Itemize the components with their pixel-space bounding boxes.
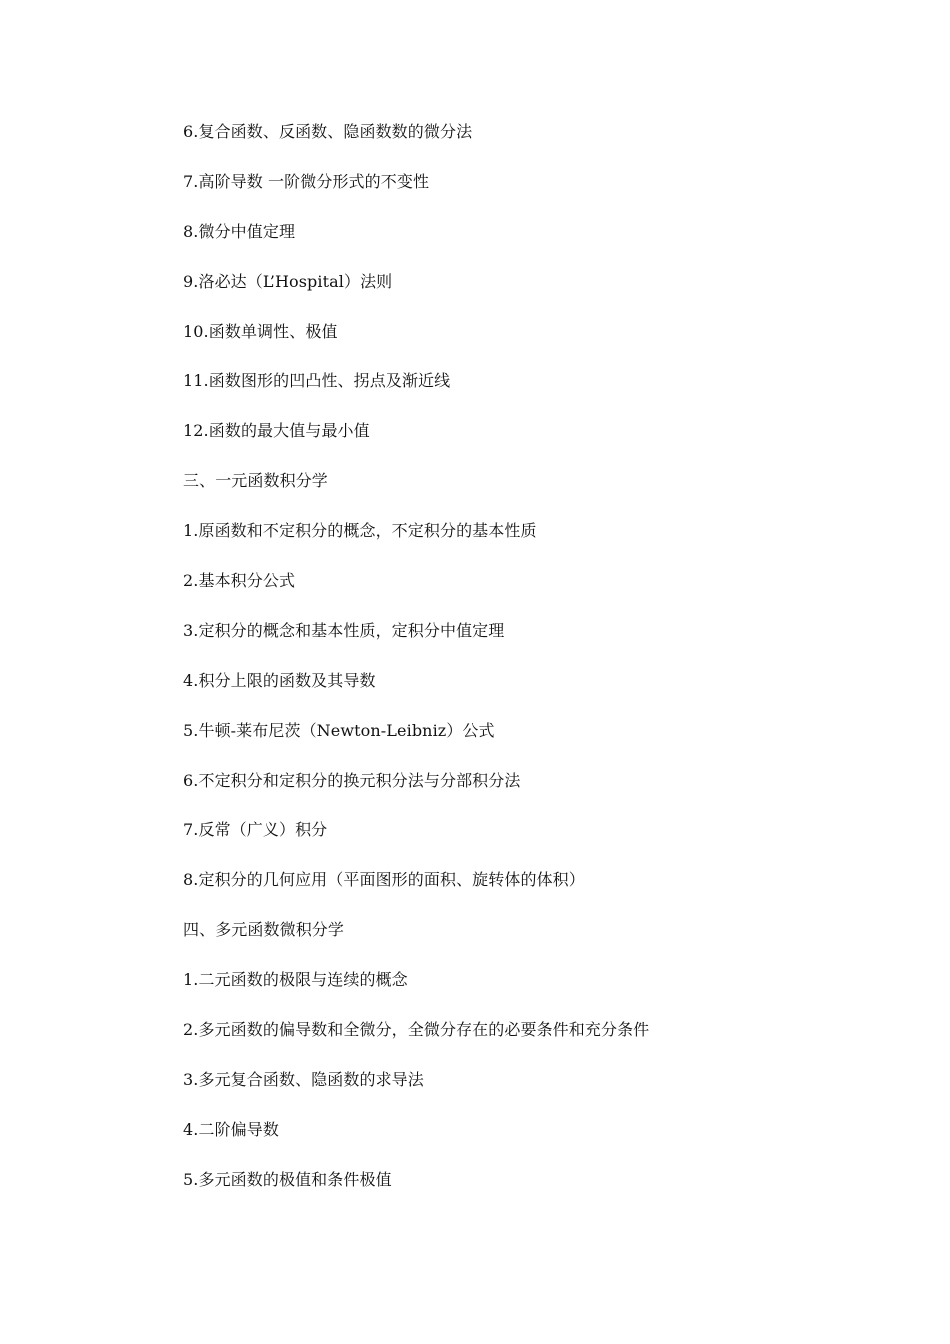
list-item: 1.二元函数的极限与连续的概念 xyxy=(183,970,408,990)
list-item: 6.复合函数、反函数、隐函数数的微分法 xyxy=(183,122,473,141)
list-item: 8.定积分的几何应用（平面图形的面积、旋转体的体积） xyxy=(183,870,585,890)
section-heading: 三、一元函数积分学 xyxy=(183,471,328,491)
list-item: 11.函数图形的凹凸性、拐点及渐近线 xyxy=(183,371,451,391)
list-item: 7.高阶导数 一阶微分形式的不变性 xyxy=(183,171,430,191)
list-item: 4.积分上限的函数及其导数 xyxy=(183,670,376,690)
list-item: 6.不定积分和定积分的换元积分法与分部积分法 xyxy=(183,770,521,790)
list-item: 2.基本积分公式 xyxy=(183,571,296,591)
list-item: 2.多元函数的偏导数和全微分，全微分存在的必要条件和充分条件 xyxy=(183,1020,650,1040)
list-item: 5.多元函数的极值和条件极值 xyxy=(183,1169,392,1189)
list-item: 10.函数单调性、极值 xyxy=(183,321,338,341)
section-heading: 四、多元函数微积分学 xyxy=(183,920,345,940)
list-item: 1.原函数和不定积分的概念，不定积分的基本性质 xyxy=(183,521,537,541)
list-item: 9.洛必达（L’Hospital）法则 xyxy=(183,271,393,291)
list-item: 3.多元复合函数、隐函数的求导法 xyxy=(183,1069,424,1089)
list-item: 8.微分中值定理 xyxy=(183,221,296,241)
syllabus-list xyxy=(183,117,649,1215)
list-item: 12.函数的最大值与最小值 xyxy=(183,421,370,441)
list-item: 4.二阶偏导数 xyxy=(183,1119,279,1139)
list-item: 3.定积分的概念和基本性质，定积分中值定理 xyxy=(183,620,505,640)
list-item: 5.牛顿-莱布尼茨（Newton-Leibniz）公式 xyxy=(183,720,495,740)
list-item: 7.反常（广义）积分 xyxy=(183,820,328,840)
